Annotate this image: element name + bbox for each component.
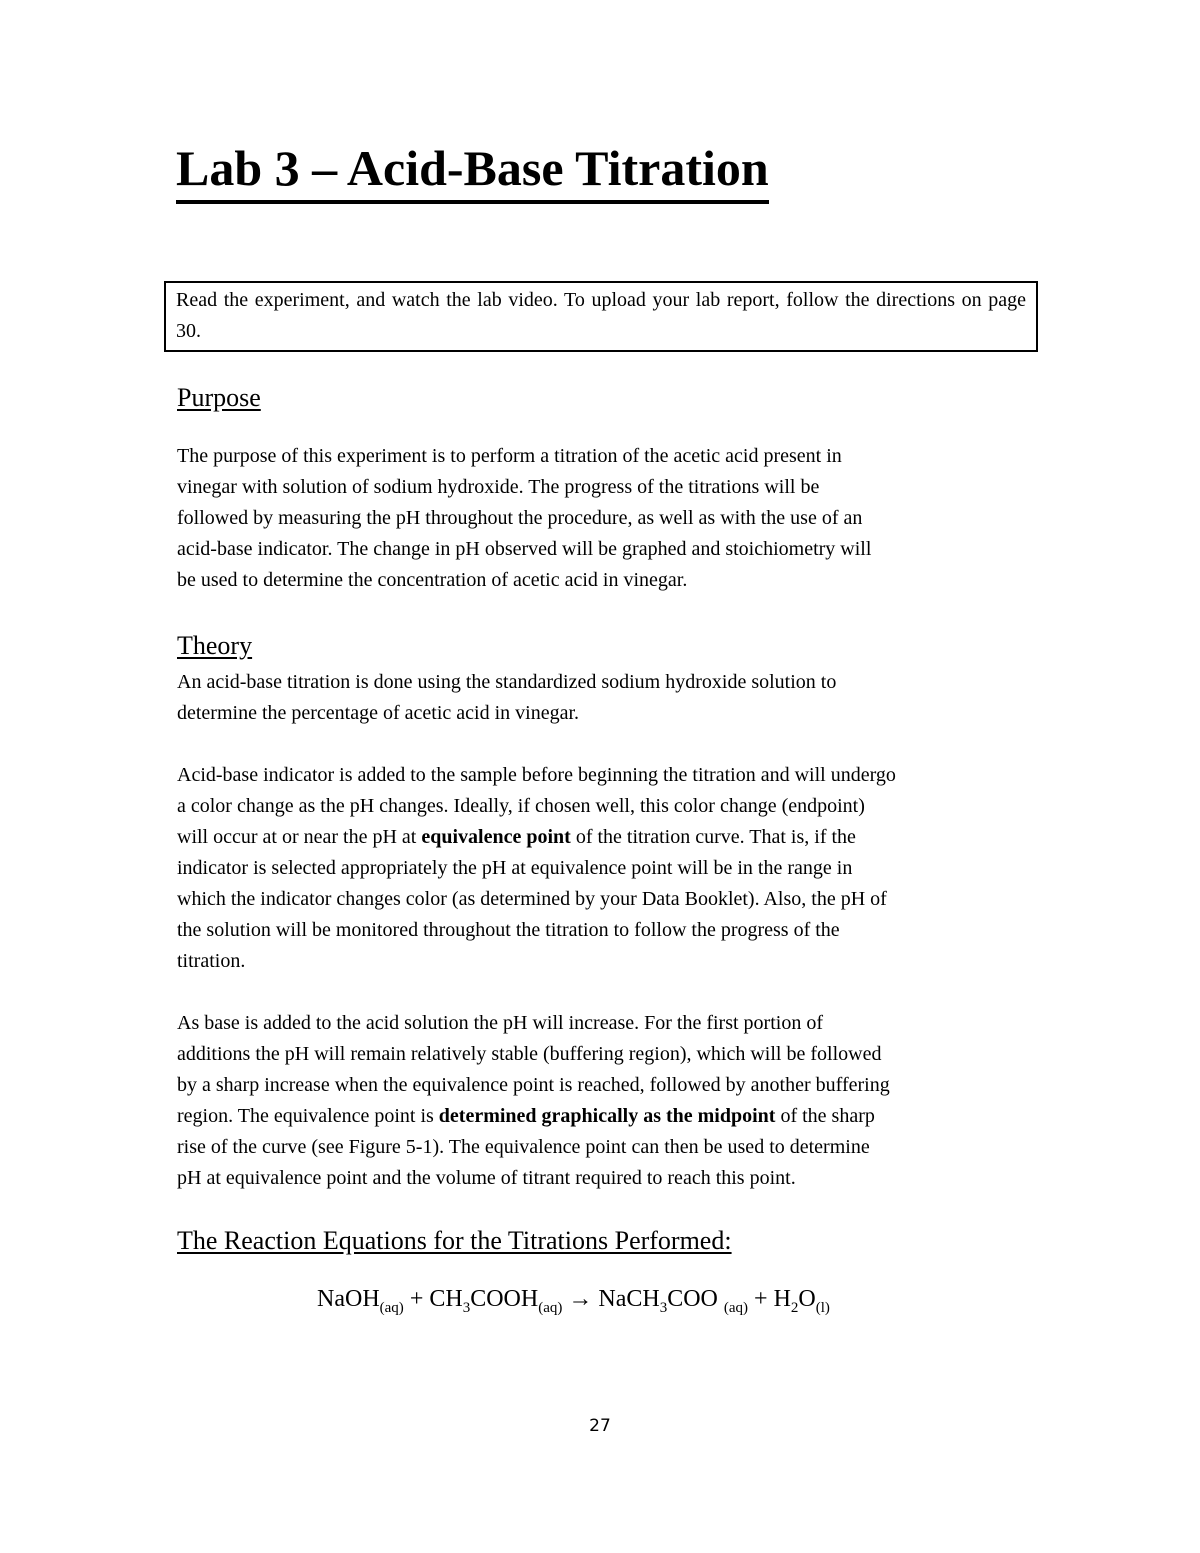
text-line: region. The equivalence point is determined graphically as the midpoint of the sharp bbox=[177, 1105, 875, 1127]
text-line: be used to determine the concentration of acetic acid in vinegar. bbox=[177, 569, 688, 591]
midpoint-emphasis: determined graphically as the midpoint bbox=[438, 1105, 776, 1127]
page-number: 27 bbox=[589, 1416, 611, 1436]
text-line: followed by measuring the pH throughout the procedure, as well as with the use of an bbox=[177, 507, 863, 529]
text-line: rise of the curve (see Figure 5-1). The equivalence point can then be used to determine bbox=[177, 1136, 870, 1158]
theory-paragraph-2 bbox=[177, 760, 896, 977]
reaction-equation: NaOH$_{(aq)}$ + $CH_3COOH_{(aq)}$ → NaCH$_3$COO $_{(aq)} + H_2O_{(l)}$ bbox=[317, 1286, 830, 1316]
text-line: An acid-base titration is done using the standardized sodium hydroxide solution to bbox=[177, 671, 837, 693]
text-line: pH at equivalence point and the volume of titrant required to reach this point. bbox=[177, 1167, 796, 1189]
equivalence-point-term: equivalence point bbox=[421, 826, 571, 848]
text-line: The purpose of this experiment is to perform a titration of the acetic acid present in bbox=[177, 445, 842, 467]
text-line: Acid-base indicator is added to the sample before beginning the titration and will undergo bbox=[177, 764, 896, 786]
text-line: As base is added to the acid solution the pH will increase. For the first portion of bbox=[177, 1012, 823, 1034]
text-line: will occur at or near the pH at equivalence point of the titration curve. That is, if the bbox=[177, 826, 856, 848]
text-line: vinegar with solution of sodium hydroxide. The progress of the titrations will be bbox=[177, 476, 820, 498]
purpose-heading: Purpose bbox=[177, 383, 261, 412]
purpose-paragraph bbox=[177, 441, 871, 596]
text-line: additions the pH will remain relatively stable (buffering region), which will be followed bbox=[177, 1043, 882, 1065]
instructions-box: Read the experiment, and watch the lab video. To upload your lab report, follow the directions on page 30. bbox=[164, 281, 1038, 352]
theory-paragraph-3 bbox=[177, 1008, 890, 1194]
page-title: Lab 3 – Acid-Base Titration bbox=[176, 138, 769, 204]
text-line: by a sharp increase when the equivalence point is reached, followed by another buffering bbox=[177, 1074, 890, 1096]
text-line: which the indicator changes color (as determined by your Data Booklet). Also, the pH of bbox=[177, 888, 887, 910]
text-line: indicator is selected appropriately the pH at equivalence point will be in the range in bbox=[177, 857, 853, 879]
text-line: the solution will be monitored throughout the titration to follow the progress of the bbox=[177, 919, 840, 941]
text-line: acid-base indicator. The change in pH observed will be graphed and stoichiometry will bbox=[177, 538, 872, 560]
text-line: a color change as the pH changes. Ideally, if chosen well, this color change (endpoint) bbox=[177, 795, 865, 817]
reaction-equations-heading: The Reaction Equations for the Titrations Performed: bbox=[177, 1226, 732, 1255]
text-line: titration. bbox=[177, 950, 246, 972]
text-line: determine the percentage of acetic acid in vinegar. bbox=[177, 702, 580, 724]
theory-paragraph-1 bbox=[177, 667, 836, 729]
theory-heading: Theory bbox=[177, 631, 253, 660]
